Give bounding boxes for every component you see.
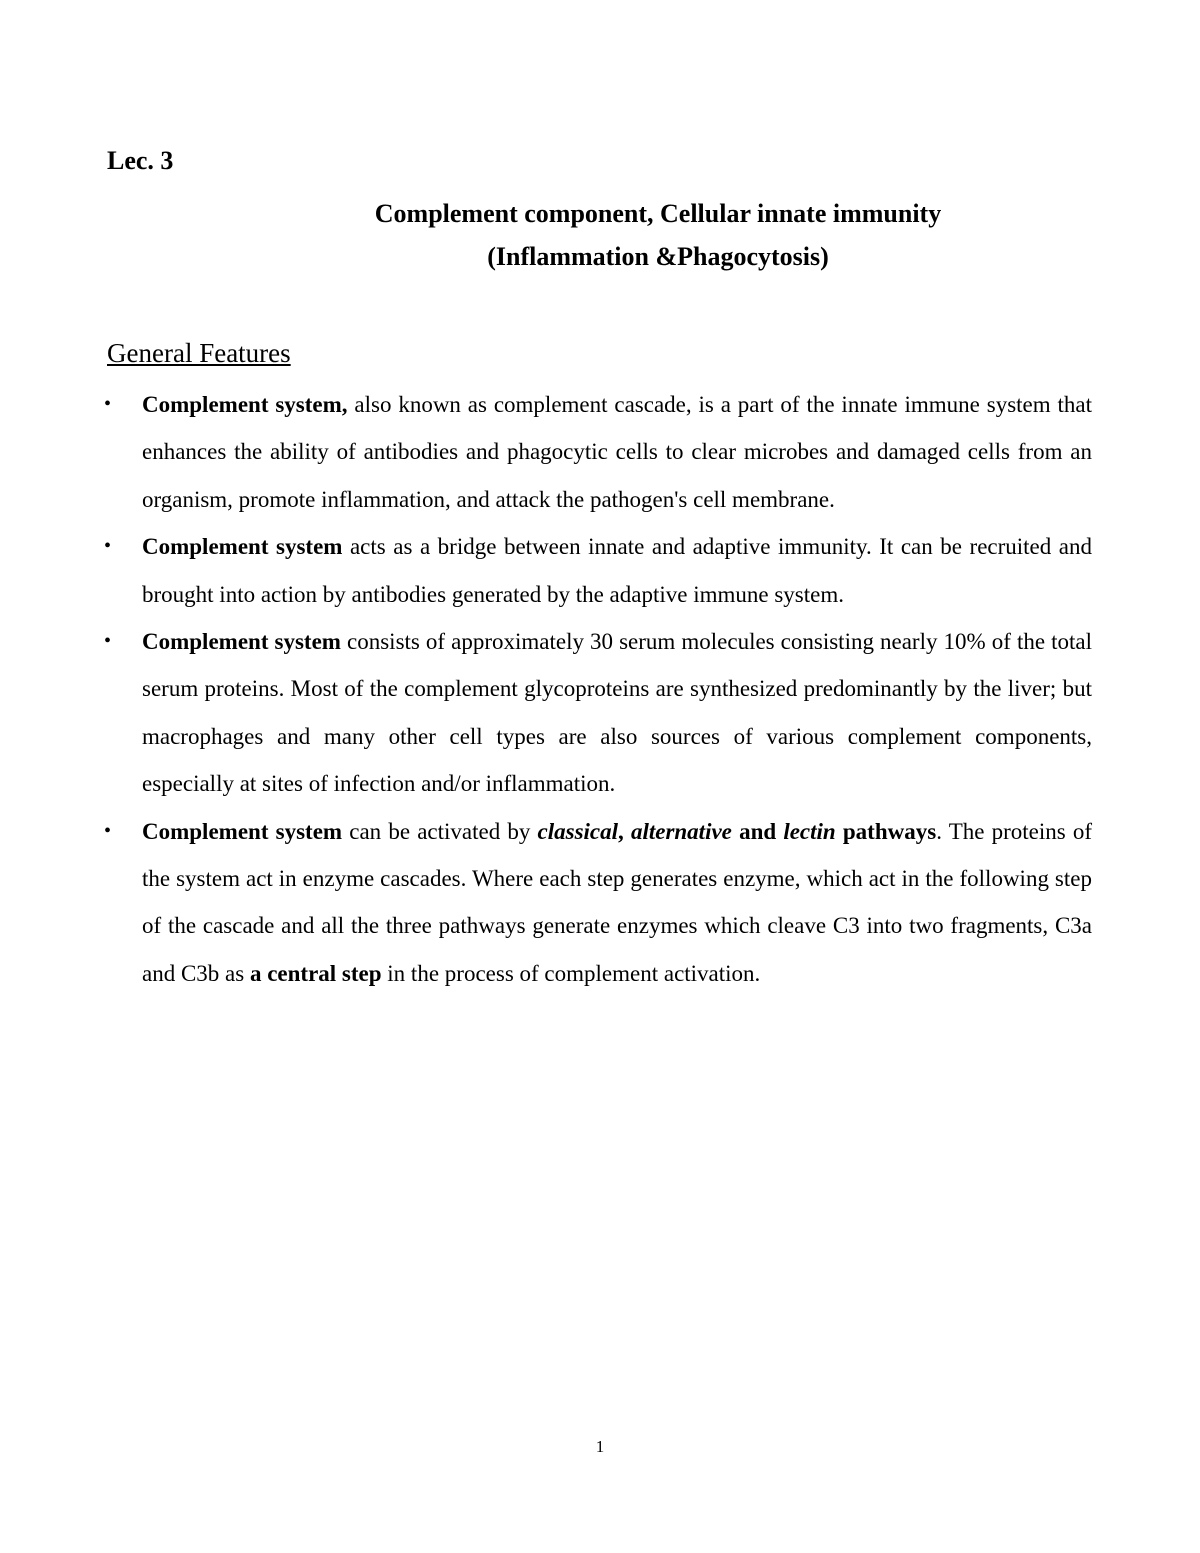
bullet-icon: • — [104, 819, 112, 842]
list-item — [104, 523, 1092, 618]
section-heading-general-features: General Features — [107, 338, 291, 368]
list-item — [104, 808, 1093, 998]
list-item — [104, 618, 1093, 808]
term-bold: Complement system — [142, 534, 343, 560]
comma-bold: , — [618, 818, 624, 844]
bullet-icon: • — [104, 630, 112, 653]
term-bold: Complement system, — [142, 392, 348, 417]
term-central-step: a central step — [249, 960, 382, 986]
bullet-icon: • — [104, 535, 112, 558]
lecture-label: Lec. 3 — [107, 146, 174, 175]
item-text: . The proteins of the system act in enzyme cascades. Where each step generates enzyme, which act in the following step of the cascade and all the three pathways generate enzymes which cleave C3 into two fragments, C3a and C3b as — [142, 818, 1093, 986]
document-title — [0, 192, 1200, 278]
feature-list — [104, 381, 1093, 997]
page-number: 1 — [595, 1437, 605, 1456]
title-line-1: Complement component, Cellular innate immunity — [374, 199, 942, 228]
term-alternative: alternative — [630, 818, 732, 844]
item-text: also known as complement cascade, is a part of the innate immune system that enhances the ability of antibodies and phagocytic cells to clear microbes and damaged cells from an organism, promote inflammation, and attack the pathogen's cell membrane. — [142, 392, 1092, 512]
term-classical: classical — [537, 818, 619, 844]
item-text: consists of approximately 30 serum molecules consisting nearly 10% of the total serum proteins. Most of the complement glycoproteins are synthesized predominantly by the liver; but macrophages and many other cell types are also sources of various complement components, especially at sites of infection and/or inflammation. — [142, 629, 1093, 797]
term-bold: Complement system — [142, 629, 341, 655]
list-item — [104, 381, 1092, 523]
item-text: in the process of complement activation. — [381, 960, 761, 986]
title-line-2: (Inflammation &Phagocytosis) — [487, 242, 829, 271]
item-text: acts as a bridge between innate and adaptive immunity. It can be recruited and brought into action by antibodies generated by the adaptive immune system. — [142, 534, 1092, 607]
bullet-icon: • — [104, 393, 112, 415]
term-pathways: pathways — [842, 818, 937, 844]
term-lectin: lectin — [783, 818, 836, 844]
and-bold: and — [739, 818, 777, 844]
term-bold: Complement system — [142, 818, 343, 844]
item-text: can be activated by — [342, 818, 538, 844]
